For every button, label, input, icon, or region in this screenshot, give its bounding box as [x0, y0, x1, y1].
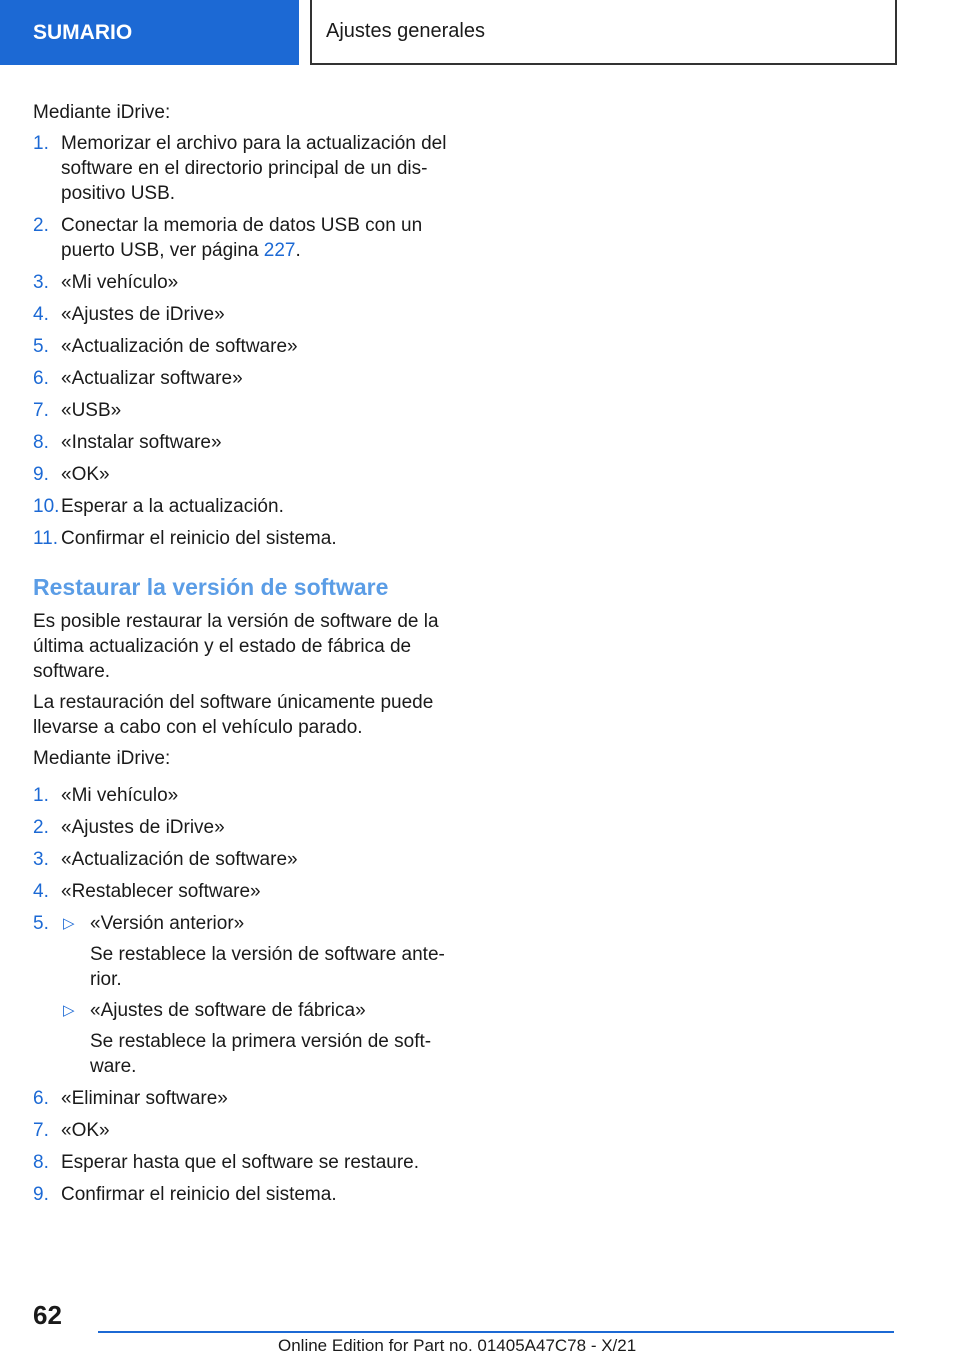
list-item: 4. «Restablecer software» [33, 881, 261, 902]
edition-text: Online Edition for Part no. 01405A47C78 - X/21 [278, 1336, 637, 1355]
option-item: ▷ «Ajustes de software de fábrica» Se restablece la primera versión de soft-ware. [63, 1000, 432, 1077]
triangle-bullet-icon: ▷ [63, 1002, 75, 1019]
list-item: 3. «Actualización de software» [33, 849, 298, 870]
option-item: ▷ «Versión anterior» Se restablece la versión de software ante-rior. [63, 913, 445, 990]
update-steps-list [33, 131, 453, 551]
page-link[interactable]: 227 [263, 240, 296, 261]
list-item: 6. «Actualizar software» [33, 368, 243, 389]
list-item: 9. «OK» [33, 464, 110, 485]
page-number: 62 [33, 1300, 62, 1330]
paragraph: La restauración del software únicamente puede llevarse a cabo con el vehículo parado. [33, 692, 434, 738]
footer-divider [98, 1331, 894, 1333]
list-item: 3. «Mi vehículo» [33, 272, 179, 293]
list-item: 5. ▷ «Versión anterior» Se restablece la versión de software ante-rior. ▷ «Ajustes de software de fábrica» Se restablece la primera versión de soft-ware. [33, 911, 453, 1079]
intro-text: Mediante iDrive: [33, 748, 171, 769]
list-item: 8. Esperar hasta que el software se restaure. [33, 1152, 420, 1173]
list-item: 1. Memorizar el archivo para la actualización del software en el directorio principal de un dis-positivo USB. [33, 133, 447, 204]
list-item: 9. Confirmar el reinicio del sistema. [33, 1184, 337, 1205]
paragraph: Es posible restaurar la versión de software de la última actualización y el estado de fábrica de software. [33, 611, 439, 682]
list-item: 11. Confirmar el reinicio del sistema. [33, 528, 337, 549]
list-item: 8. «Instalar software» [33, 432, 222, 453]
list-item: 6. «Eliminar software» [33, 1088, 228, 1109]
page-header [0, 0, 960, 66]
list-item: 10. Esperar a la actualización. [33, 496, 284, 517]
list-item: 7. «OK» [33, 1120, 110, 1141]
triangle-bullet-icon: ▷ [63, 915, 75, 932]
main-content [33, 100, 453, 1214]
section-title: Ajustes generales [310, 0, 897, 65]
intro-text: Mediante iDrive: [33, 102, 171, 123]
section-heading: Restaurar la versión de software [33, 574, 389, 600]
list-item: 1. «Mi vehículo» [33, 785, 179, 806]
restore-steps-list [33, 783, 453, 1207]
list-item: 7. «USB» [33, 400, 122, 421]
sumario-tab[interactable]: SUMARIO [0, 0, 299, 65]
list-item: 2. «Ajustes de iDrive» [33, 817, 225, 838]
list-item: 5. «Actualización de software» [33, 336, 298, 357]
list-item: 4. «Ajustes de iDrive» [33, 304, 225, 325]
list-item: 2. Conectar la memoria de datos USB con un puerto USB, ver página 227. [33, 215, 423, 261]
